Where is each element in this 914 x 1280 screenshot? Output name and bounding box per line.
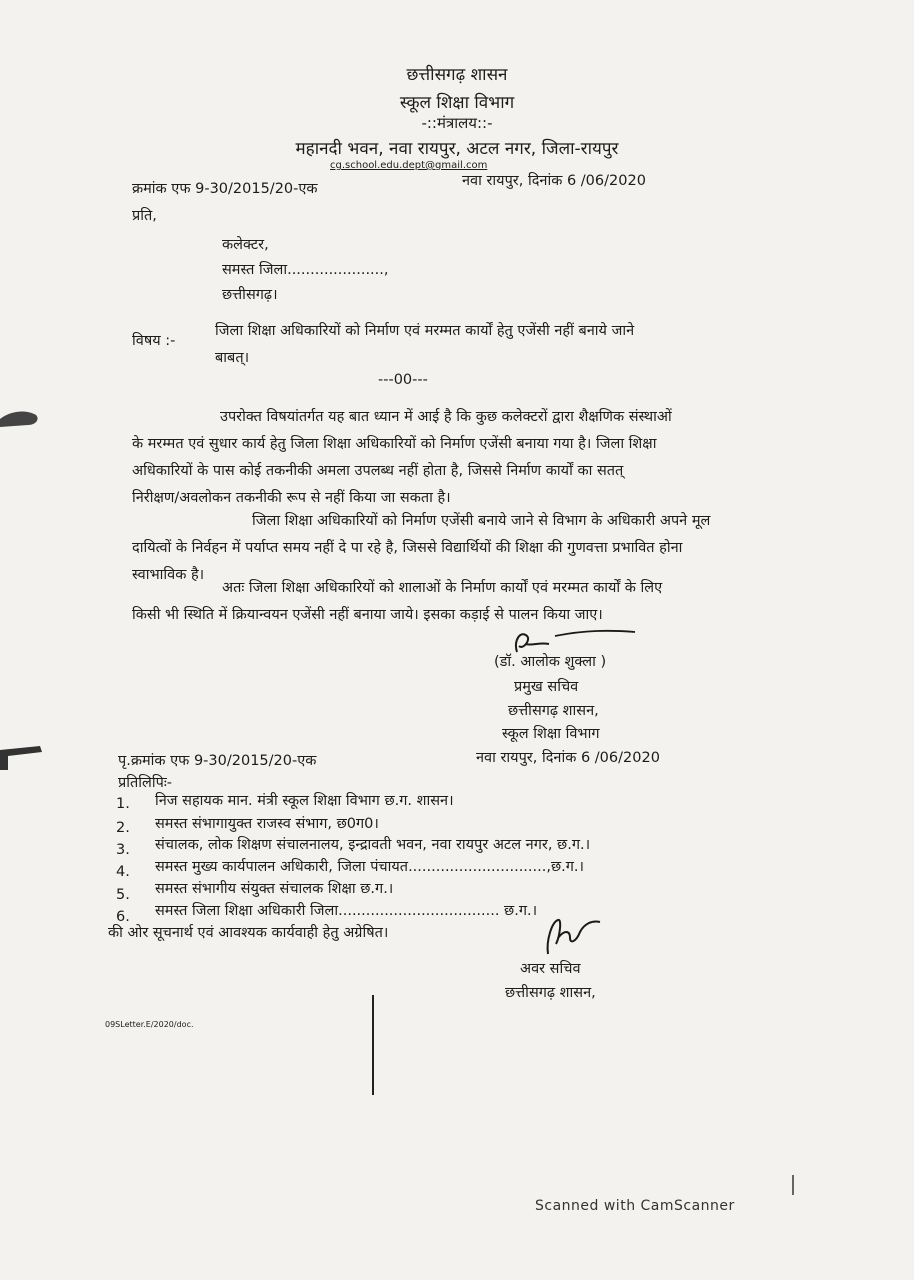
- clip-mark-icon: [0, 405, 44, 435]
- signatory-dept: स्कूल शिक्षा विभाग: [502, 726, 600, 742]
- signatory-date: नवा रायपुर, दिनांक 6 /06/2020: [476, 750, 660, 766]
- to-prefix: प्रति,: [132, 208, 157, 224]
- under-secretary-org: छत्तीसगढ़ शासन,: [505, 985, 596, 1001]
- signatory-name: (डॉ. आलोक शुक्ला ): [494, 654, 607, 670]
- under-secretary-title: अवर सचिव: [520, 961, 581, 977]
- header-department: स्कूल शिक्षा विभाग: [399, 93, 515, 113]
- paragraph-3: [132, 575, 672, 629]
- subject-label: विषय :-: [132, 333, 176, 349]
- paragraph-1: [132, 404, 672, 512]
- to-line-1: कलेक्टर,: [222, 237, 269, 253]
- signatory-title: प्रमुख सचिव: [514, 679, 579, 695]
- copy-item-text: समस्त संभागायुक्त राजस्व संभाग, छ0ग0।: [155, 816, 379, 832]
- paragraph-1-line: उपरोक्त विषयांतर्गत यह बात ध्यान में आई है कि कुछ कलेक्टरों द्वारा शैक्षणिक संस्थाओं: [220, 409, 672, 425]
- copy-item-number: 1.: [116, 796, 130, 812]
- clip-mark-icon: [0, 742, 44, 772]
- signature-under-secretary: [540, 910, 610, 960]
- subject-line-2: बाबत्।: [215, 350, 250, 366]
- subject-line-1: जिला शिक्षा अधिकारियों को निर्माण एवं मरम्मत कार्यों हेतु एजेंसी नहीं बनाये जाने: [215, 323, 635, 339]
- reference-number: क्रमांक एफ 9-30/2015/20-एक: [132, 181, 318, 197]
- paragraph-3-line: किसी भी स्थिति में क्रियान्वयन एजेंसी नहीं बनाया जाये। इसका कड़ाई से पालन किया जाए।: [132, 607, 603, 623]
- endorsement-label: प्रतिलिपिः-: [118, 775, 173, 791]
- endorsement-closing: की ओर सूचनार्थ एवं आवश्यक कार्यवाही हेतु अग्रेषित।: [108, 925, 389, 941]
- paragraph-1-line: के मरम्मत एवं सुधार कार्य हेतु जिला शिक्षा अधिकारियों को निर्माण एजेंसी बनाया गया है। जिला शिक्षा: [132, 436, 657, 452]
- reference-date: नवा रायपुर, दिनांक 6 /06/2020: [462, 173, 646, 189]
- paragraph-3-line: अतः जिला शिक्षा अधिकारियों को शालाओं के निर्माण कार्यों एवं मरम्मत कार्यों के लिए: [222, 580, 663, 596]
- copy-item-text: संचालक, लोक शिक्षण संचालनालय, इन्द्रावती भवन, नवा रायपुर अटल नगर, छ.ग.।: [155, 837, 591, 853]
- separator: ---00---: [378, 372, 428, 388]
- copy-item-text: समस्त जिला शिक्षा अधिकारी जिला................................... छ.ग.।: [155, 903, 538, 919]
- to-line-2: समस्त जिला.....................,: [222, 262, 389, 278]
- endorsement-number: पृ.क्रमांक एफ 9-30/2015/20-एक: [118, 753, 317, 769]
- scan-artifact-tick: [792, 1175, 794, 1195]
- header-email: cg.school.edu.dept@gmail.com: [330, 160, 488, 171]
- copy-item-number: 2.: [116, 820, 130, 836]
- paragraph-1-line: निरीक्षण/अवलोकन तकनीकी रूप से नहीं किया जा सकता है।: [132, 490, 451, 506]
- paragraph-1-line: अधिकारियों के पास कोई तकनीकी अमला उपलब्ध नहीं होता है, जिससे निर्माण कार्यों का सतत्: [132, 463, 624, 479]
- copy-item-number: 6.: [116, 909, 130, 925]
- copy-item-text: समस्त मुख्य कार्यपालन अधिकारी, जिला पंचायत..............................,छ.ग.।: [155, 859, 584, 875]
- header-ministry: -::मंत्रालय::-: [421, 114, 493, 132]
- scanner-watermark: Scanned with CamScanner: [535, 1198, 735, 1214]
- signatory-org: छत्तीसगढ़ शासन,: [508, 703, 599, 719]
- paragraph-2-line: जिला शिक्षा अधिकारियों को निर्माण एजेंसी बनाये जाने से विभाग के अधिकारी अपने मूल: [252, 513, 711, 529]
- copy-item-number: 3.: [116, 842, 130, 858]
- paragraph-2-line: दायित्वों के निर्वहन में पर्याप्त समय नहीं दे पा रहे है, जिससे विद्यार्थियों की शिक्षा की गुणवत्ता प्रभावित होना: [132, 540, 683, 556]
- paragraph-2-line: स्वाभाविक है।: [132, 567, 205, 583]
- file-code: 09SLetter.E/2020/doc.: [105, 1020, 194, 1029]
- header-address: महानदी भवन, नवा रायपुर, अटल नगर, जिला-रायपुर: [295, 139, 619, 159]
- copy-item-text: समस्त संभागीय संयुक्त संचालक शिक्षा छ.ग.।: [155, 881, 394, 897]
- scan-artifact-line: [372, 995, 374, 1095]
- to-line-3: छत्तीसगढ़।: [222, 287, 278, 303]
- header-government: छत्तीसगढ़ शासन: [406, 65, 508, 85]
- copy-item-number: 5.: [116, 887, 130, 903]
- copy-item-text: निज सहायक मान. मंत्री स्कूल शिक्षा विभाग छ.ग. शासन।: [155, 793, 454, 809]
- copy-item-number: 4.: [116, 864, 130, 880]
